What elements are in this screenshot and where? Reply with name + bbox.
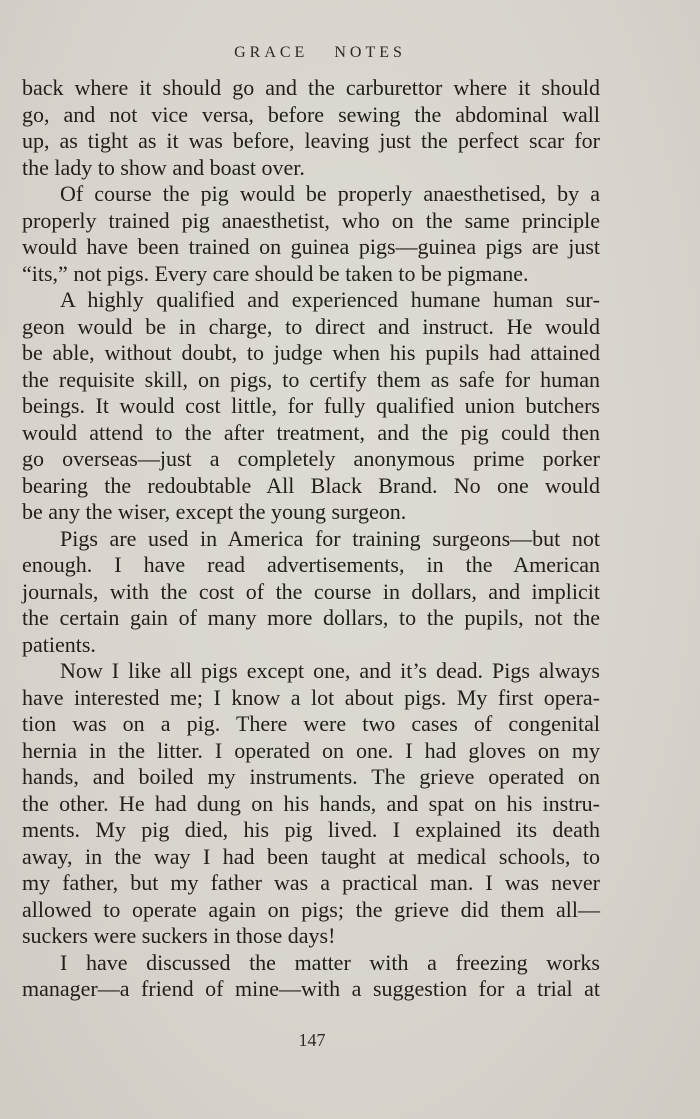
running-head-left: GRACE [234,44,309,61]
running-head-right: NOTES [334,44,406,61]
text-line: go, and not vice versa, before sewing the abdominal wall [22,101,600,127]
text-line: Now I like all pigs except one, and it’s dead. Pigs always [60,658,600,683]
text-line: A highly qualified and experienced humane human sur‑ [60,287,600,312]
text-line: hands, and boiled my instruments. The grieve operated on [22,764,600,789]
text-line: my father, but my father was a practical man. I was never [22,870,600,895]
text-line: allowed to operate again on pigs; the grieve did them all— [22,896,600,922]
text-line: away, in the way I had been taught at medical schools, to [22,843,600,869]
text-line: have interested me; I know a lot about pigs. My first opera‑ [22,684,600,710]
text-line: Of course the pig would be properly anaesthetised, by a [60,181,600,206]
text-line: the certain gain of many more dollars, to the pupils, not the [22,605,600,630]
text-line: the lady to show and boast over. [22,154,305,180]
text-line: hernia in the litter. I operated on one. I had gloves on my [22,737,600,763]
text-line: up, as tight as it was before, leaving just the perfect scar for [22,128,600,153]
text-line: be any the wiser, except the young surgeon. [22,499,407,524]
text-line: geon would be in charge, to direct and instruct. He would [22,313,600,339]
text-line: back where it should go and the carburettor where it should [22,75,600,100]
text-line: enough. I have read advertisements, in the American [22,552,600,577]
text-line: Pigs are used in America for training surgeons—but not [60,525,600,551]
text-line: “its,” not pigs. Every care should be taken to be pigmane. [22,260,529,286]
text-line: tion was on a pig. There were two cases of congenital [22,711,600,736]
text-line: go overseas—just a completely anonymous prime porker [22,446,600,471]
text-line: patients. [22,631,96,657]
page-number: 147 [298,1030,326,1050]
text-line: be able, without doubt, to judge when his pupils had attained [22,340,600,365]
body-text [22,75,600,1003]
text-line: the other. He had dung on his hands, and spat on his instru‑ [22,790,600,816]
text-line: the requisite skill, on pigs, to certify them as safe for human [22,366,600,392]
text-line: beings. It would cost little, for fully qualified union butchers [22,393,600,418]
text-line: would have been trained on guinea pigs—guinea pigs are just [22,234,600,259]
text-line: ments. My pig died, his pig lived. I explained its death [22,817,600,842]
text-line: suckers were suckers in those days! [22,923,336,948]
text-line: properly trained pig anaesthetist, who on the same principle [22,207,600,233]
text-line: journals, with the cost of the course in dollars, and implicit [22,578,600,604]
running-head [0,44,640,62]
text-line: bearing the redoubtable All Black Brand. No one would [22,472,600,498]
text-line: would attend to the after treatment, and the pig could then [22,419,600,445]
text-line: I have discussed the matter with a freezing works [60,949,600,975]
text-line: manager—a friend of mine—with a suggestion for a trial at [22,976,600,1001]
